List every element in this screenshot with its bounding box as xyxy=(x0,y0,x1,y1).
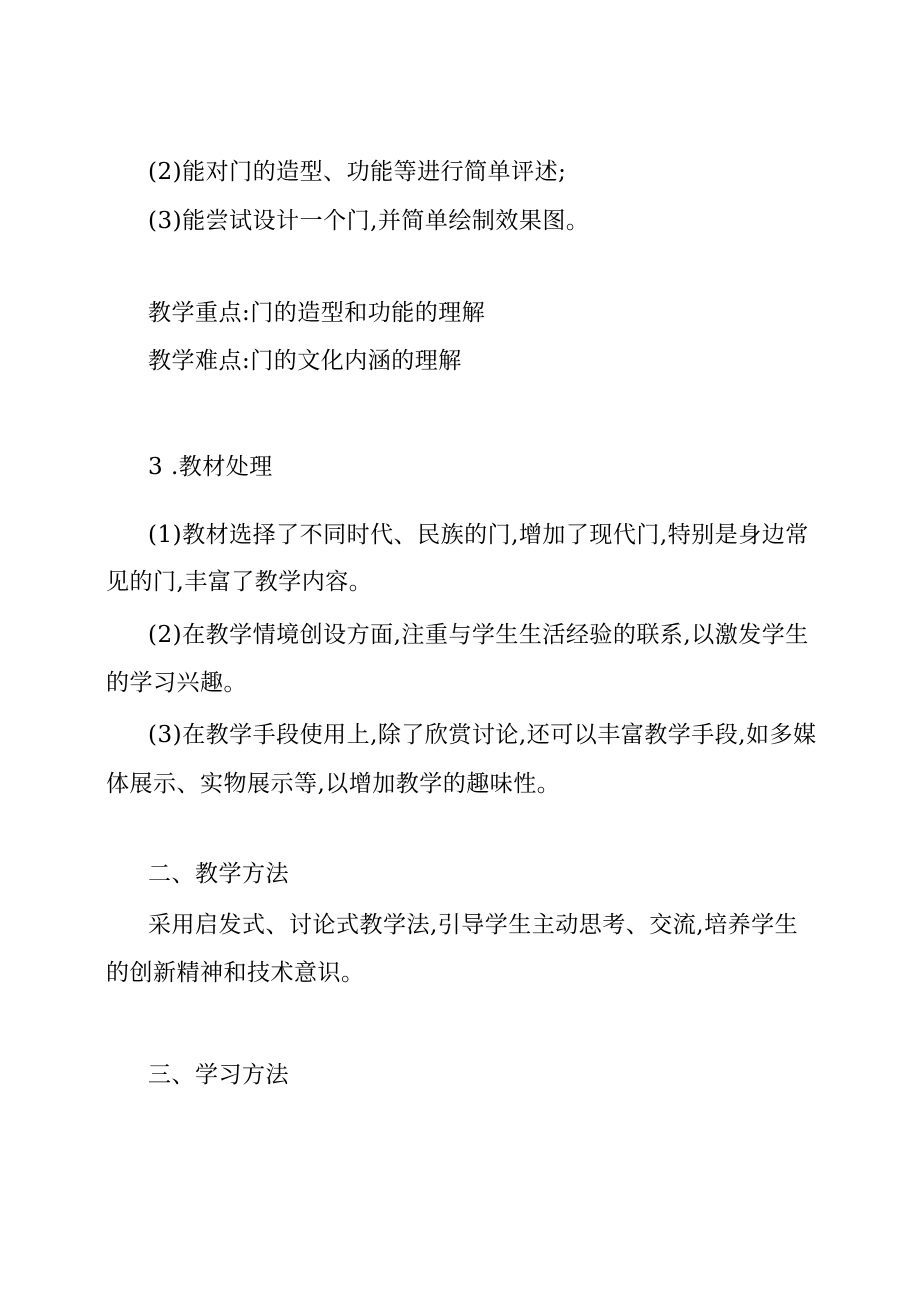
section-heading-material: 3 .教材处理 xyxy=(148,454,273,480)
material-paragraph-3-line-1: (3)在教学手段使用上,除了欣赏讨论,还可以丰富教学手段,如多媒 xyxy=(148,722,817,748)
material-paragraph-1-line-2: 见的门,丰富了教学内容。 xyxy=(106,569,373,595)
teaching-method-line-1: 采用启发式、讨论式教学法,引导学生主动思考、交流,培养学生 xyxy=(148,912,799,938)
objective-item-2: (2)能对门的造型、功能等进行简单评述; xyxy=(148,159,567,185)
teaching-difficulty: 教学难点:门的文化内涵的理解 xyxy=(148,348,462,374)
material-paragraph-1-line-1: (1)教材选择了不同时代、民族的门,增加了现代门,特别是身边常 xyxy=(148,522,809,548)
section-heading-teaching-method: 二、教学方法 xyxy=(148,861,289,887)
teaching-focus: 教学重点:门的造型和功能的理解 xyxy=(148,300,486,326)
material-paragraph-2-line-1: (2)在教学情境创设方面,注重与学生生活经验的联系,以激发学生 xyxy=(148,622,809,648)
material-paragraph-3-line-2: 体展示、实物展示等,以增加教学的趣味性。 xyxy=(106,771,561,797)
teaching-method-line-2: 的创新精神和技术意识。 xyxy=(106,960,365,986)
objective-item-3: (3)能尝试设计一个门,并简单绘制效果图。 xyxy=(148,208,590,234)
material-paragraph-2-line-2: 的学习兴趣。 xyxy=(106,670,247,696)
section-heading-learning-method: 三、学习方法 xyxy=(148,1062,289,1088)
